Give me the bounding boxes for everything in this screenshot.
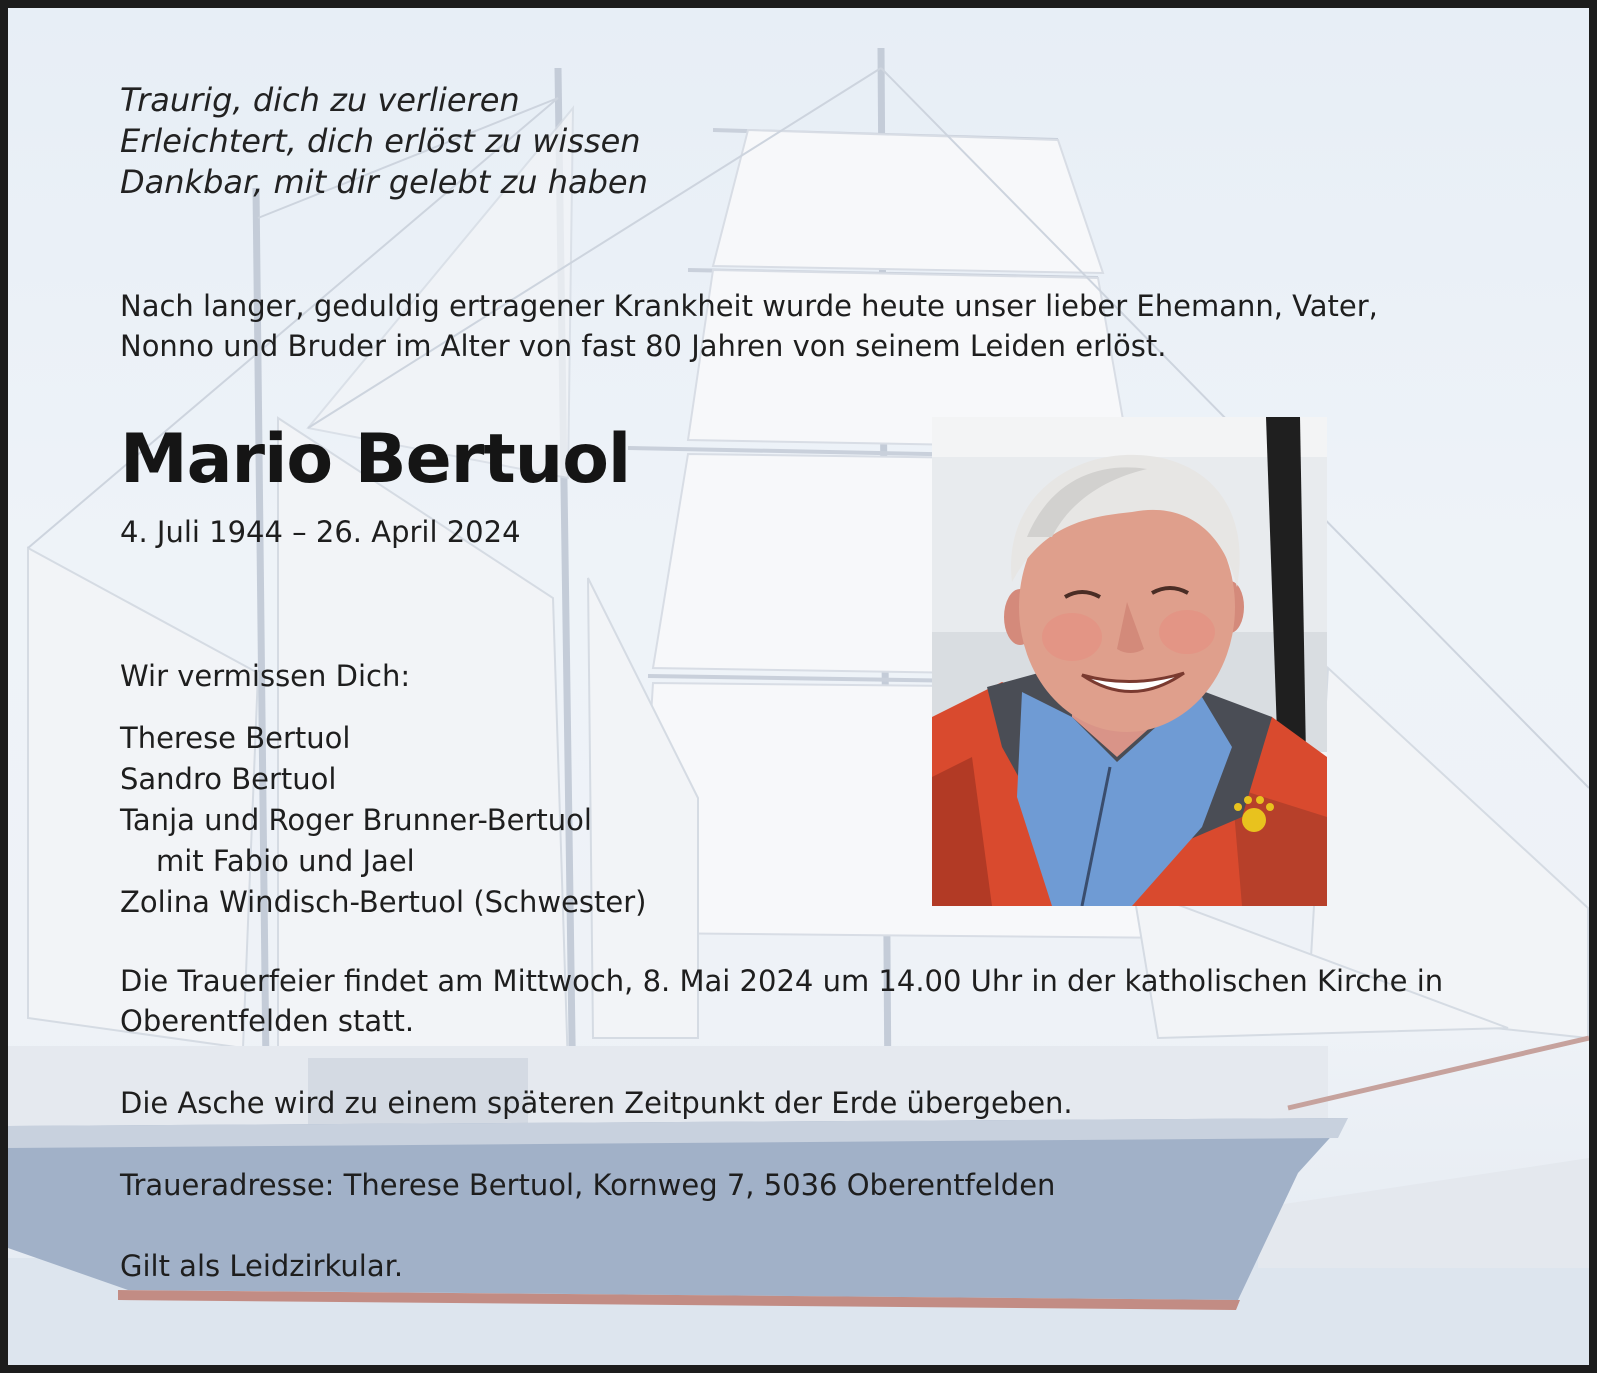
life-dates: 4. Juli 1944 – 26. April 2024: [120, 515, 521, 549]
poem: [120, 80, 648, 203]
circular-note: Gilt als Leidzirkular.: [120, 1249, 404, 1283]
mourners-heading: Wir vermissen Dich:: [120, 659, 411, 693]
mourner-name: Zolina Windisch-Bertuol (Schwester): [120, 885, 647, 919]
poem-line: Erleichtert, dich erlöst zu wissen: [120, 122, 641, 160]
mourner-name: Sandro Bertuol: [120, 762, 337, 796]
funeral-service-text: Die Trauerfeier findet am Mittwoch, 8. Mai 2024 um 14.00 Uhr in der katholischen Kirche in Oberentfelden statt.: [120, 964, 1444, 1038]
poem-line: Dankbar, mit dir gelebt zu haben: [120, 163, 648, 201]
mourner-name: Therese Bertuol: [120, 721, 351, 755]
deceased-name: Mario Bertuol: [120, 420, 631, 499]
mourner-name: Tanja und Roger Brunner-Bertuol: [120, 803, 592, 837]
intro-text: Nach langer, geduldig ertragener Krankheit wurde heute unser lieber Ehemann, Vater, Nonno und Bruder im Alter von fast 80 Jahren von seinem Leiden erlöst.: [120, 289, 1378, 363]
mourning-address: Traueradresse: Therese Bertuol, Kornweg 7, 5036 Oberentfelden: [120, 1168, 1056, 1202]
mourner-name: mit Fabio und Jael: [156, 844, 415, 878]
mourners-list: [120, 718, 647, 923]
ashes-text: Die Asche wird zu einem späteren Zeitpunkt der Erde übergeben.: [120, 1086, 1073, 1120]
poem-line: Traurig, dich zu verlieren: [120, 81, 520, 119]
portrait-photo: [932, 417, 1327, 906]
